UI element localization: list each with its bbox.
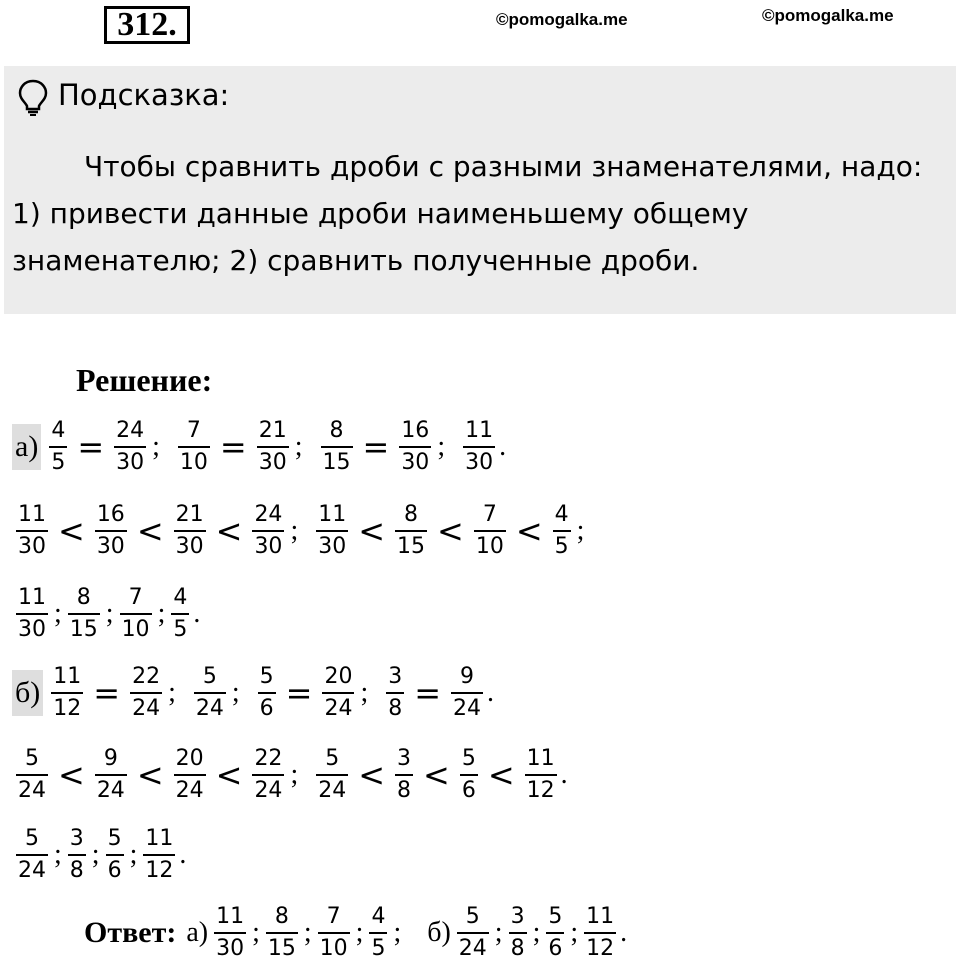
answer-a-label: а) [186,917,209,948]
period: . [179,839,187,870]
fraction-bar [258,692,276,694]
fraction-bar [257,446,289,448]
denominator: 12 [586,936,615,961]
semicolon: ; [303,917,312,948]
less-than-sign: < [515,512,543,550]
denominator: 5 [371,936,386,961]
problem-number: 312. [104,6,190,44]
less-than-sign: < [423,756,450,794]
semicolon: ; [360,677,369,708]
numerator: 21 [258,418,287,443]
denominator: 30 [465,450,494,475]
fraction-bar [525,774,557,776]
fraction [252,502,284,560]
numerator: 11 [18,585,46,610]
fraction [474,502,506,560]
equals-sign: = [285,674,313,712]
denominator: 30 [254,534,283,559]
fraction [316,746,348,804]
numerator: 20 [324,664,353,689]
fraction [95,502,127,560]
fraction [16,826,48,884]
fraction [369,904,387,962]
fraction-bar [399,446,431,448]
numerator: 24 [116,418,145,443]
fraction [509,904,527,962]
lightbulb-icon [16,78,50,120]
fraction [68,826,86,884]
semicolon: ; [494,917,503,948]
fraction-bar [584,932,616,934]
denominator: 30 [18,534,46,559]
denominator: 12 [526,778,555,803]
denominator: 24 [175,778,204,803]
fraction-bar [509,932,527,934]
hint-text [12,143,952,284]
solution-title: Решение: [76,362,213,398]
numerator: 20 [175,746,204,771]
fraction-bar [460,774,478,776]
denominator: 6 [107,858,122,883]
fraction-bar [474,530,506,532]
fraction [553,502,571,560]
fraction [386,664,404,722]
fraction-bar [143,854,175,856]
fraction [106,826,124,884]
denominator: 8 [397,778,412,803]
semicolon: ; [54,598,62,629]
fraction [266,904,298,962]
denominator: 30 [116,450,145,475]
less-than-sign: < [358,756,386,794]
less-than-sign: < [437,512,464,550]
denominator: 30 [175,534,204,559]
period: . [620,917,628,948]
denominator: 30 [318,534,347,559]
fraction-bar [16,530,48,532]
denominator: 8 [69,858,84,883]
fraction-bar [457,932,489,934]
fraction-bar [194,692,226,694]
fraction-bar [95,530,127,532]
denominator: 24 [132,696,161,721]
fraction [546,904,564,962]
period: . [487,677,495,708]
less-than-sign: < [58,756,85,794]
semicolon: ; [252,917,260,948]
part-a-row-3 [12,585,200,643]
numerator: 24 [254,502,283,527]
numerator: 8 [329,418,344,443]
answer-row [84,904,627,962]
less-than-sign: < [136,756,164,794]
fraction-bar [321,446,353,448]
semicolon: ; [532,917,541,948]
numerator: 4 [554,502,569,527]
fraction-bar [463,446,495,448]
denominator: 24 [453,696,482,721]
denominator: 30 [216,936,245,961]
fraction [451,664,483,722]
numerator: 16 [401,418,430,443]
denominator: 24 [18,858,46,883]
denominator: 24 [195,696,224,721]
fraction [95,746,127,804]
semicolon: ; [231,677,240,708]
semicolon: ; [437,431,446,462]
fraction-bar [266,932,298,934]
fraction-bar [174,530,206,532]
denominator: 24 [254,778,283,803]
fraction-bar [68,613,100,615]
semicolon: ; [393,917,402,948]
denominator: 15 [267,936,296,961]
semicolon: ; [576,515,585,546]
denominator: 10 [475,534,504,559]
fraction [399,418,431,476]
part-a-label: а) [12,424,41,470]
fraction-bar [395,774,413,776]
semicolon: ; [290,759,299,790]
fraction [258,664,276,722]
numerator: 5 [461,746,476,771]
equals-sign: = [414,674,442,712]
fraction-bar [214,932,246,934]
fraction-bar [252,774,284,776]
equals-sign: = [93,674,121,712]
period: . [560,759,568,790]
fraction [395,746,413,804]
fraction [457,904,489,962]
numerator: 7 [186,418,201,443]
numerator: 5 [202,664,217,689]
numerator: 7 [482,502,497,527]
less-than-sign: < [358,512,386,550]
semicolon: ; [129,839,138,870]
less-than-sign: < [136,512,164,550]
denominator: 5 [51,450,66,475]
fraction-bar [553,530,571,532]
denominator: 15 [397,534,426,559]
part-b-row-2 [12,746,568,804]
denominator: 6 [548,936,563,961]
fraction-bar [316,530,348,532]
fraction [252,746,284,804]
fraction-bar [68,854,86,856]
numerator: 3 [388,664,403,689]
fraction-bar [369,932,387,934]
numerator: 4 [51,418,66,443]
denominator: 15 [69,617,98,642]
fraction [395,502,427,560]
equals-sign: = [362,428,390,466]
fraction-bar [106,854,124,856]
fraction [68,585,100,643]
denominator: 8 [510,936,525,961]
numerator: 4 [371,904,386,929]
fraction [114,418,146,476]
fraction-bar [252,530,284,532]
fraction [120,585,152,643]
fraction-bar [178,446,210,448]
less-than-sign: < [487,756,515,794]
fraction [178,418,210,476]
less-than-sign: < [58,512,85,550]
period: . [193,598,201,629]
denominator: 12 [145,858,174,883]
watermark-right: ©pomogalka.me [762,6,894,25]
semicolon: ; [290,515,299,546]
fraction [174,746,206,804]
denominator: 6 [461,778,476,803]
denominator: 10 [179,450,208,475]
numerator: 5 [25,746,39,771]
denominator: 30 [258,450,287,475]
numerator: 3 [510,904,525,929]
fraction [16,502,48,560]
part-a-row-1 [12,418,506,476]
fraction-bar [114,446,146,448]
fraction [322,664,354,722]
numerator: 5 [548,904,563,929]
semicolon: ; [152,431,160,462]
semicolon: ; [294,431,303,462]
fraction [143,826,175,884]
numerator: 7 [128,585,143,610]
fraction-bar [395,530,427,532]
fraction-bar [130,692,162,694]
denominator: 12 [53,696,82,721]
part-a-row-2 [12,502,598,560]
fraction-bar [120,613,152,615]
numerator: 9 [460,664,475,689]
answer-label: Ответ: [84,916,177,949]
fraction-bar [451,692,483,694]
less-than-sign: < [215,512,243,550]
fraction-bar [322,692,354,694]
fraction [16,746,48,804]
numerator: 11 [216,904,245,929]
fraction [194,664,226,722]
denominator: 15 [322,450,351,475]
equals-sign: = [77,428,105,466]
numerator: 11 [586,904,615,929]
denominator: 5 [173,617,188,642]
numerator: 11 [465,418,494,443]
part-b-label: б) [12,670,43,716]
numerator: 7 [326,904,341,929]
fraction-bar [16,854,48,856]
numerator: 8 [76,585,91,610]
period: . [499,431,507,462]
fraction [214,904,246,962]
fraction [130,664,162,722]
fraction-bar [318,932,350,934]
fraction [584,904,616,962]
numerator: 5 [465,904,480,929]
numerator: 22 [132,664,161,689]
fraction [463,418,495,476]
denominator: 24 [318,778,347,803]
semicolon: ; [91,839,100,870]
denominator: 10 [319,936,348,961]
numerator: 5 [107,826,122,851]
numerator: 3 [69,826,84,851]
numerator: 11 [53,664,82,689]
fraction-bar [49,446,67,448]
numerator: 5 [259,664,274,689]
numerator: 5 [25,826,39,851]
numerator: 11 [318,502,347,527]
part-b-row-1 [12,664,494,722]
denominator: 6 [259,696,274,721]
fraction [460,746,478,804]
numerator: 21 [175,502,204,527]
fraction [321,418,353,476]
numerator: 8 [404,502,419,527]
fraction-bar [16,613,48,615]
denominator: 30 [18,617,46,642]
numerator: 3 [397,746,412,771]
denominator: 8 [388,696,403,721]
fraction [49,418,67,476]
numerator: 9 [103,746,118,771]
numerator: 8 [274,904,289,929]
fraction-bar [95,774,127,776]
hint-line-2: 1) привести данные дроби наименьшему общему [12,197,749,230]
denominator: 5 [554,534,569,559]
numerator: 5 [325,746,340,771]
denominator: 30 [401,450,430,475]
part-b-row-3 [12,826,186,884]
less-than-sign: < [215,756,243,794]
denominator: 24 [96,778,125,803]
fraction-bar [174,774,206,776]
answer-b-label: б) [427,917,451,948]
fraction [174,502,206,560]
fraction-bar [546,932,564,934]
semicolon: ; [105,598,114,629]
fraction [171,585,189,643]
fraction [257,418,289,476]
fraction-bar [16,774,48,776]
fraction-bar [51,692,83,694]
denominator: 24 [324,696,353,721]
numerator: 11 [145,826,174,851]
fraction [318,904,350,962]
hint-line-1: Чтобы сравнить дроби с разными знаменателями, надо: [84,150,923,183]
fraction [316,502,348,560]
semicolon: ; [355,917,364,948]
fraction-bar [316,774,348,776]
hint-line-3: знаменателю; 2) сравнить полученные дроби. [12,244,700,277]
denominator: 10 [121,617,150,642]
equals-sign: = [219,428,247,466]
semicolon: ; [157,598,166,629]
denominator: 30 [96,534,125,559]
numerator: 11 [526,746,555,771]
hint-title: Подсказка: [58,78,230,112]
watermark-left: ©pomogalka.me [496,10,628,29]
semicolon: ; [570,917,579,948]
numerator: 16 [96,502,125,527]
fraction-bar [386,692,404,694]
semicolon: ; [168,677,176,708]
fraction [51,664,83,722]
denominator: 24 [458,936,487,961]
fraction [16,585,48,643]
fraction [525,746,557,804]
numerator: 4 [173,585,188,610]
numerator: 11 [18,502,46,527]
numerator: 22 [254,746,283,771]
fraction-bar [171,613,189,615]
semicolon: ; [54,839,62,870]
denominator: 24 [18,778,46,803]
